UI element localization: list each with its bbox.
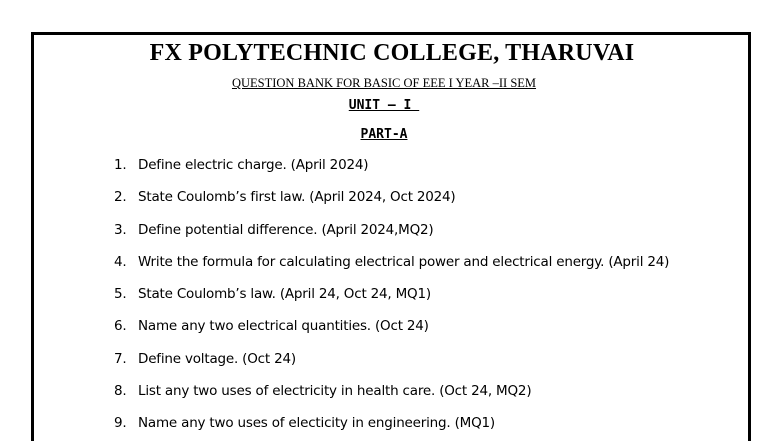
question-number: 1. — [114, 157, 127, 173]
question-text: Name any two uses of electicity in engineering. (MQ1) — [138, 415, 495, 432]
question-list — [114, 157, 669, 441]
question-bank-subtitle: QUESTION BANK FOR BASIC OF EEE I YEAR –II SEM — [231, 76, 537, 90]
question-text: State Coulomb’s law. (April 24, Oct 24, MQ1) — [138, 286, 431, 303]
question-number: 9. — [114, 415, 127, 432]
question-text: Write the formula for calculating electrical power and electrical energy. (April 24) — [138, 253, 670, 270]
question-item — [114, 189, 669, 221]
question-text: List any two uses of electricity in health care. (Oct 24, MQ2) — [138, 383, 532, 400]
question-item — [114, 157, 669, 189]
question-number: 4. — [114, 253, 127, 270]
question-number: 6. — [114, 318, 127, 335]
question-text: State Coulomb’s first law. (April 2024, Oct 2024) — [138, 189, 456, 206]
question-number: 7. — [114, 350, 127, 367]
question-text: Define potential difference. (April 2024,MQ2) — [138, 221, 434, 238]
question-item — [114, 351, 669, 383]
question-item — [114, 222, 669, 254]
question-number: 5. — [114, 286, 127, 303]
question-item — [114, 286, 669, 318]
question-text: Define voltage. (Oct 24) — [138, 350, 296, 367]
question-number: 8. — [114, 383, 127, 400]
question-item — [114, 318, 669, 350]
unit-heading: UNIT – I — [348, 98, 420, 113]
question-item — [114, 415, 669, 441]
question-item — [114, 254, 669, 286]
question-text: Name any two electrical quantities. (Oct 24) — [138, 318, 429, 335]
part-heading: PART-A — [360, 127, 408, 142]
question-item — [114, 383, 669, 415]
question-number: 3. — [114, 221, 127, 238]
question-text: Define electric charge. (April 2024) — [138, 157, 369, 173]
college-title: FX POLYTECHNIC COLLEGE, THARUVAI — [149, 40, 635, 66]
question-number: 2. — [114, 189, 127, 206]
